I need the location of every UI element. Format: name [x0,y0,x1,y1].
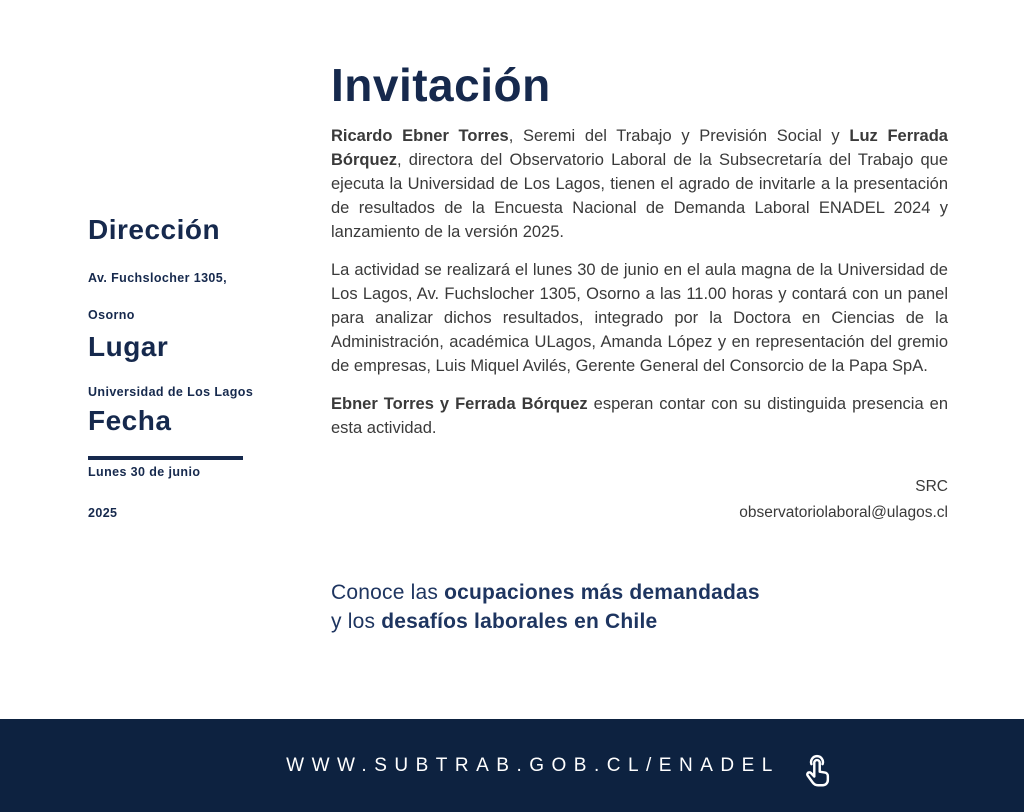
fecha-divider [88,456,243,460]
lugar-value: Universidad de Los Lagos [88,385,254,399]
direccion-street: Av. Fuchslocher 1305, [88,271,228,285]
fecha-heading: Fecha [88,405,172,436]
lugar-heading: Lugar [88,331,169,362]
tagline [331,578,760,636]
invitation-paragraph-1: Ricardo Ebner Torres, Seremi del Trabajo y Previsión Social y Luz Ferrada Bórquez, directora del Observatorio Laboral de la Subsecretaría del Trabajo que ejecuta la Universidad de Los Lagos, tienen el agrado de invitarle a la presentación de resultados de la Encuesta Nacional de Demanda Laboral ENADEL 2024 y lanzamiento de la versión 2025. [331,126,948,241]
tagline-line-2: y los desafíos laborales en Chile [331,610,658,633]
main-column [331,60,948,526]
signature-code: SRC [915,477,948,495]
invitation-paragraph-3: Ebner Torres y Ferrada Bórquez esperan contar con su distinguida presencia en esta actividad. [331,394,948,437]
invitation-body [331,124,948,440]
page-title: Invitación [331,59,551,111]
footer-link[interactable] [286,741,838,791]
footer-bar [0,719,1024,812]
footer-url[interactable]: WWW.SUBTRAB.GOB.CL/ENADEL [286,754,780,776]
signature-block [331,474,948,526]
fecha-year: 2025 [88,506,118,520]
invitation-paragraph-2: La actividad se realizará el lunes 30 de junio en el aula magna de la Universidad de Los Lagos, Av. Fuchslocher 1305, Osorno a las 11.00 horas y contará con un panel para analizar dichos resultados, integrado por la Doctora en Ciencias de la Administración, académica ULagos, Amanda López y en representación del gremio de empresas, Luis Miquel Avilés, Gerente General del Consorcio de la Papa SpA. [331,260,948,375]
fecha-value: Lunes 30 de junio [88,465,201,479]
direccion-city: Osorno [88,308,135,322]
tap-hand-icon [796,741,838,791]
direccion-heading: Dirección [88,214,221,245]
signature-email: observatoriolaboral@ulagos.cl [739,503,948,521]
tagline-line-1: Conoce las ocupaciones más demandadas [331,581,760,604]
